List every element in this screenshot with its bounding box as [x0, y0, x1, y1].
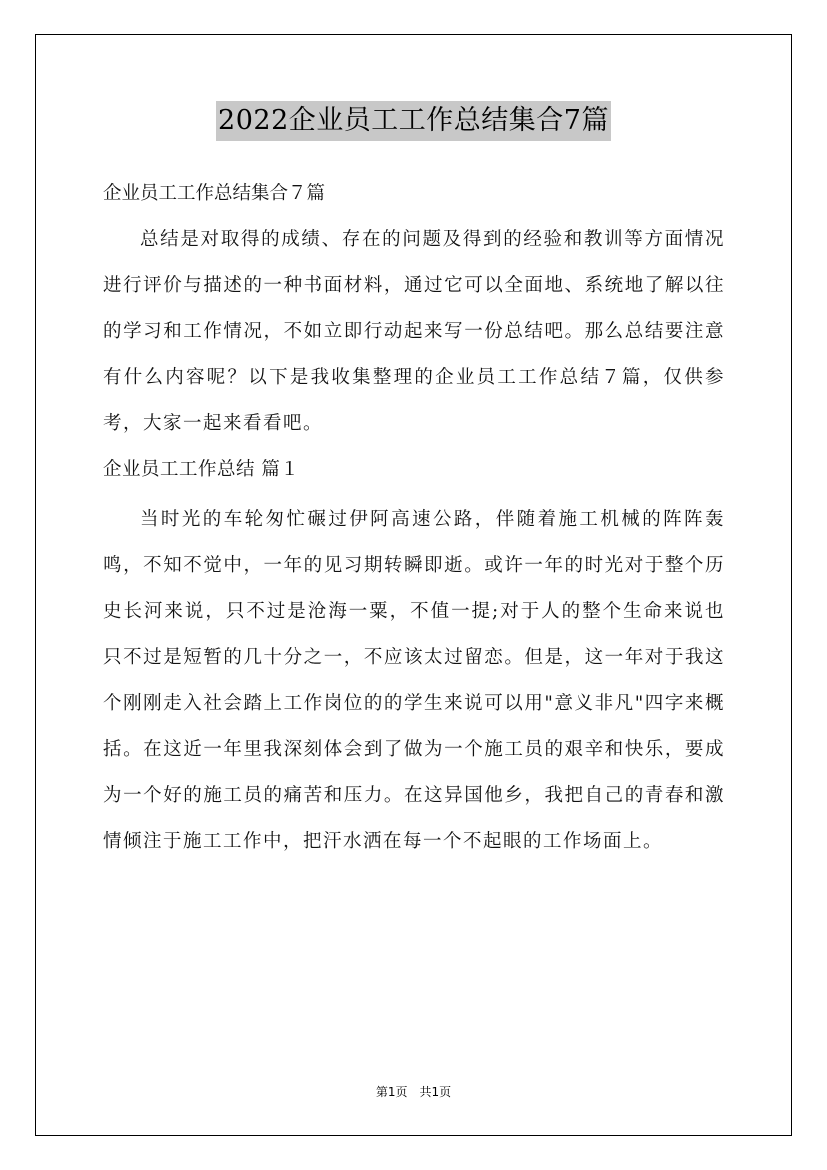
- document-title: 2022企业员工工作总结集合7篇: [216, 101, 611, 141]
- intro-paragraph: 总结是对取得的成绩、存在的问题及得到的经验和教训等方面情况进行评价与描述的一种书面材料，通过它可以全面地、系统地了解以往的学习和工作情况，不如立即行动起来写一份总结吧。那么总结要注意有什么内容呢？以下是我收集整理的企业员工工作总结７篇，仅供参考，大家一起来看看吧。: [103, 229, 725, 434]
- document-subtitle: 企业员工工作总结集合７篇: [103, 183, 326, 204]
- page-footer: 第1页 共1页: [375, 1085, 452, 1099]
- section-heading: 企业员工工作总结 篇１: [103, 459, 300, 480]
- document-body: [103, 175, 725, 865]
- title-container: [0, 101, 827, 141]
- section-paragraph: 当时光的车轮匆忙碾过伊阿高速公路，伴随着施工机械的阵阵轰鸣，不知不觉中，一年的见习期转瞬即逝。或许一年的时光对于整个历史长河来说，只不过是沧海一粟，不值一提;对于人的整个生命来说也只不过是短暂的几十分之一，不应该太过留恋。但是，这一年对于我这个刚刚走入社会踏上工作岗位的的学生来说可以用"意义非凡"四字来概括。在这近一年里我深刻体会到了做为一个施工员的艰辛和快乐，要成为一个好的施工员的痛苦和压力。在这异国他乡，我把自己的青春和激情倾注于施工工作中，把汗水洒在每一个不起眼的工作场面上。: [103, 509, 725, 852]
